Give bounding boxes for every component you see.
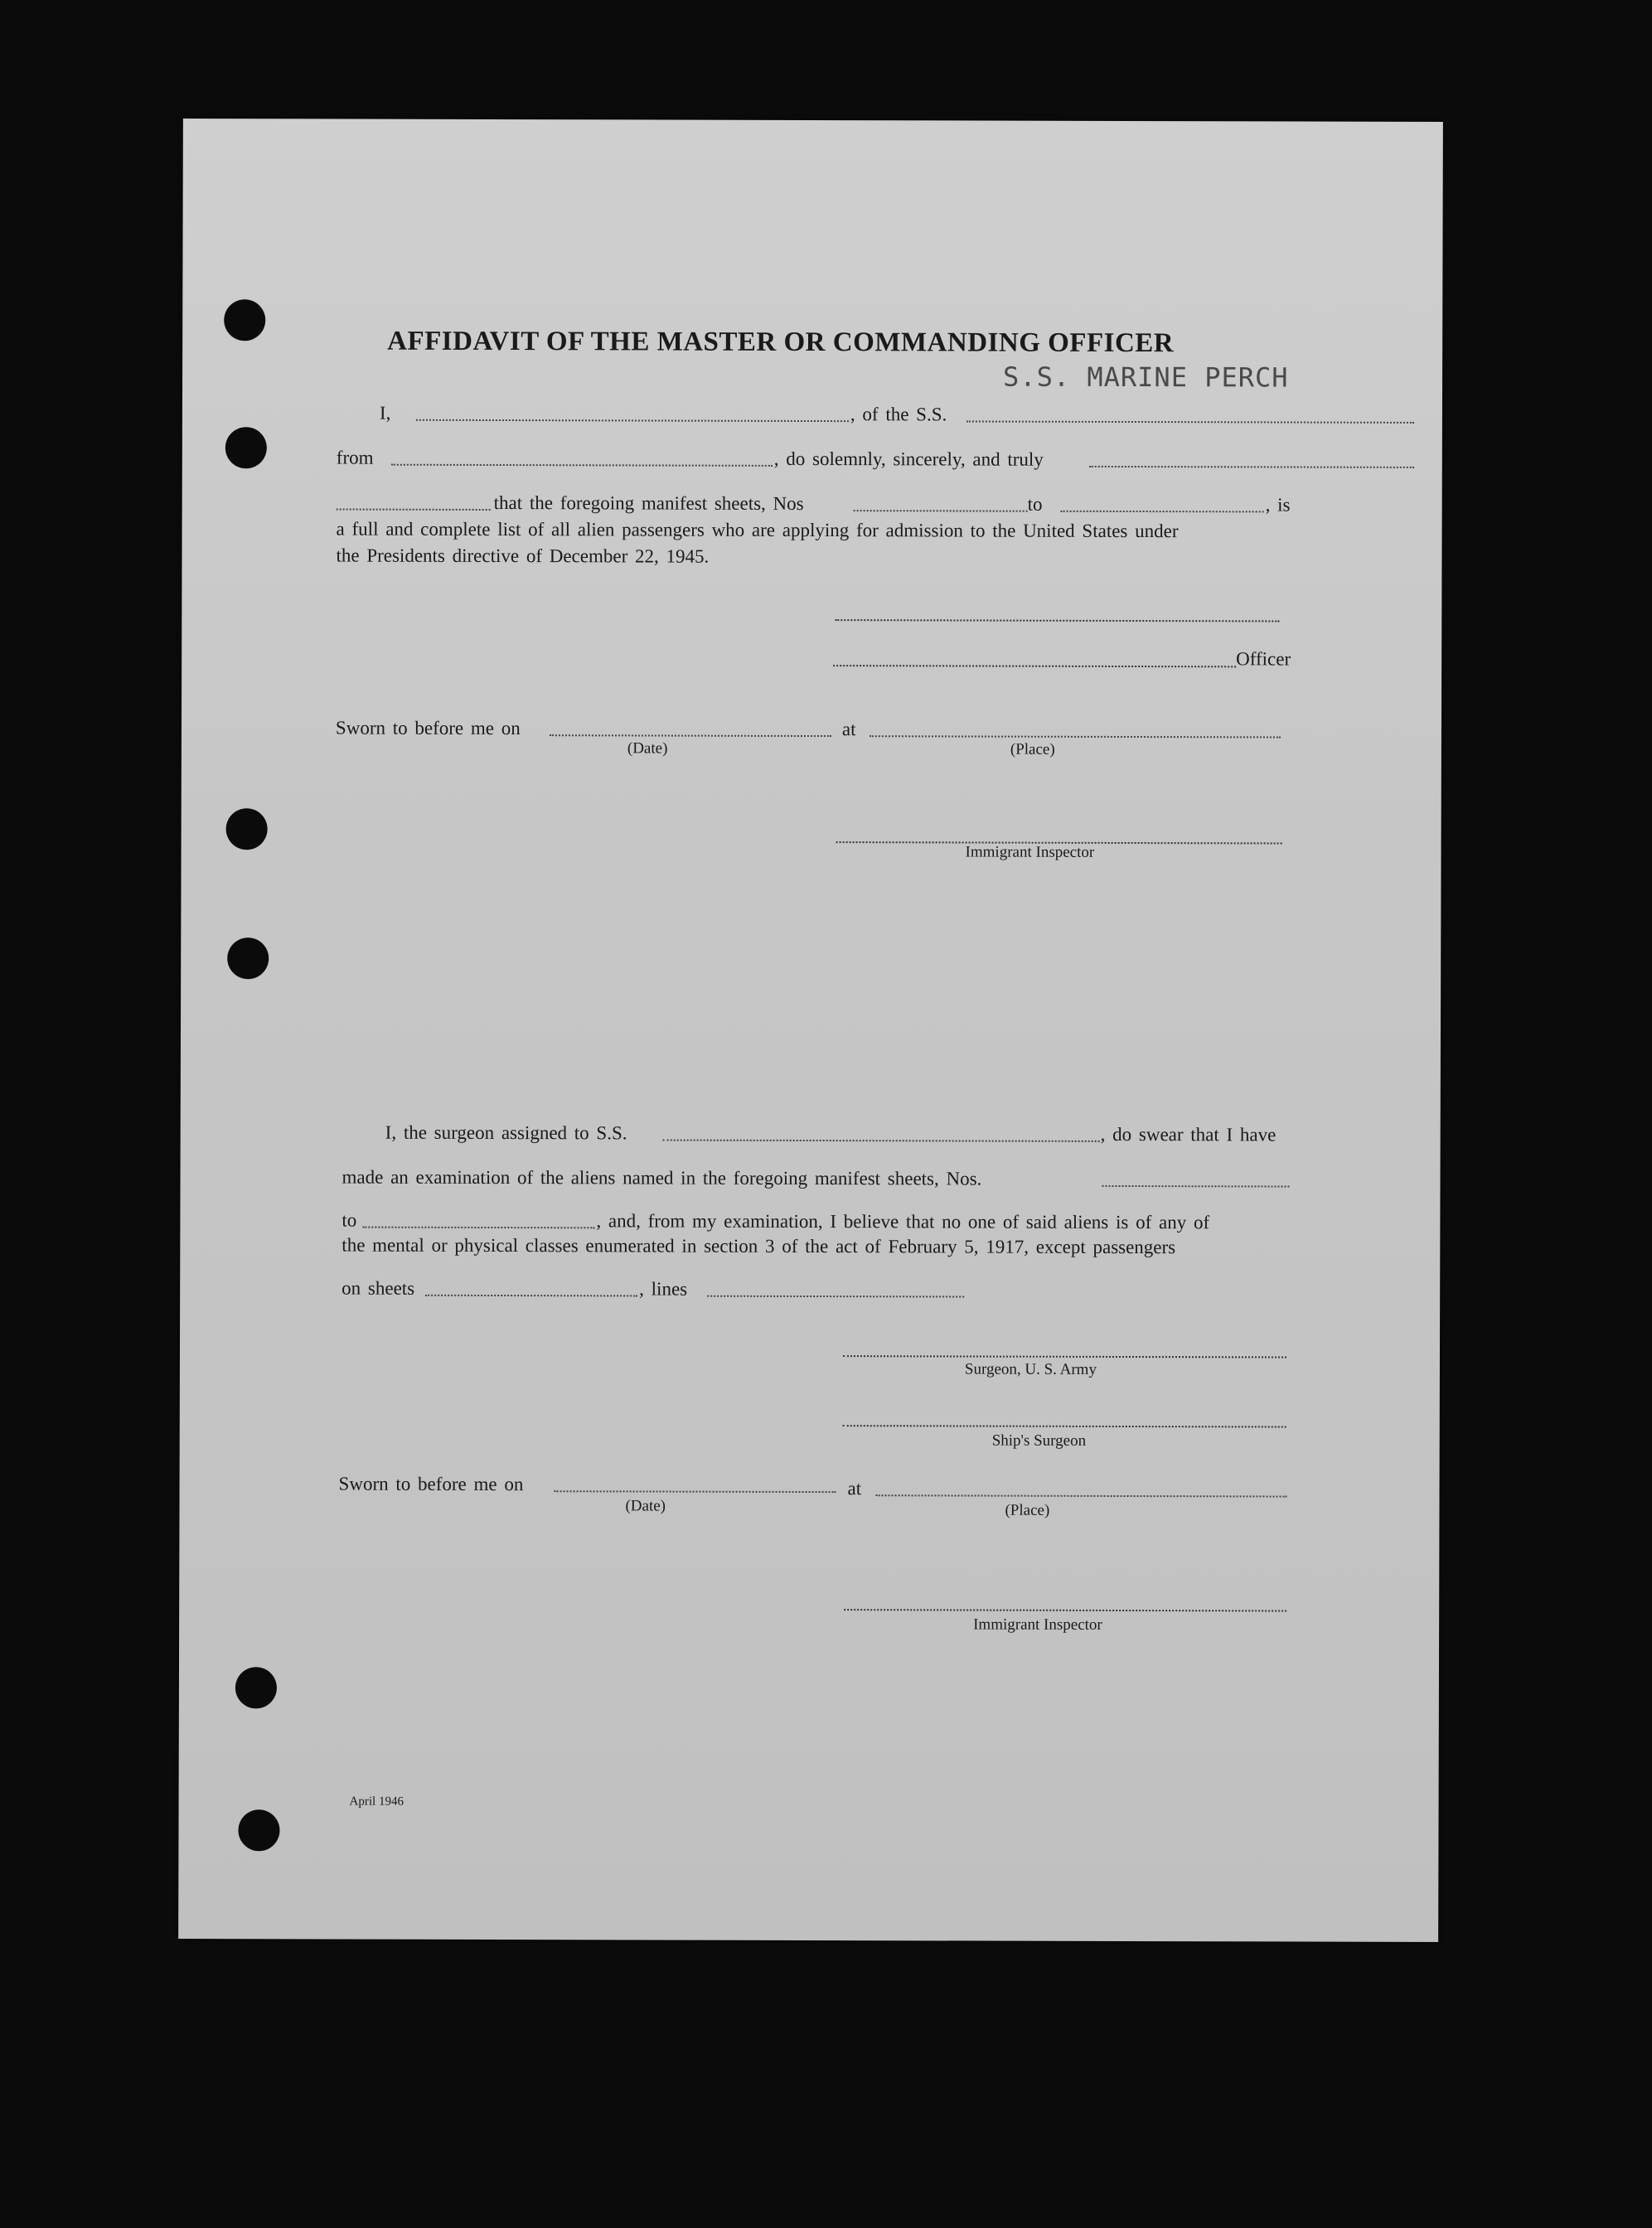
surgeon-place-caption: (Place) [1005, 1501, 1050, 1519]
officer-signature-line[interactable] [833, 665, 1236, 667]
surgeon-lines-field[interactable] [707, 1296, 964, 1298]
page-title: AFFIDAVIT OF THE MASTER OR COMMANDING OFFICER [387, 326, 1175, 359]
punch-hole-1 [224, 299, 265, 341]
surgeon-line2: made an examination of the aliens named in the foregoing manifest sheets, Nos. [342, 1166, 982, 1189]
surgeon-line5-label-b: , lines [639, 1278, 688, 1300]
surgeon-line3-label-b: , and, from my examination, I believe that no one of said aliens is of any of [596, 1210, 1210, 1233]
master-line2-label-b: , do solemnly, sincerely, and truly [773, 448, 1044, 470]
surgeon-sworn-place-field[interactable] [876, 1494, 1287, 1497]
punch-hole-5 [235, 1667, 277, 1708]
master-at-label: at [841, 719, 856, 740]
surgeon-inspector-label: Immigrant Inspector [973, 1615, 1102, 1634]
master-oath-field-2[interactable] [337, 508, 491, 510]
surgeon-date-caption: (Date) [625, 1497, 666, 1515]
master-line2-label-a: from [336, 447, 374, 468]
officer-label: Officer [1236, 648, 1291, 670]
surgeon-line1-label-b: , do swear that I have [1100, 1123, 1277, 1145]
master-line3-label-a: that the foregoing manifest sheets, Nos [493, 492, 804, 514]
punch-hole-4 [227, 937, 269, 979]
ship-surgeon-signature-line[interactable] [843, 1425, 1286, 1427]
master-sworn-date-field[interactable] [550, 734, 831, 737]
surgeon-nos-from-field[interactable] [1102, 1185, 1290, 1188]
ship-surgeon-label: Ship's Surgeon [991, 1431, 1087, 1450]
master-from-field[interactable] [391, 464, 773, 467]
surgeon-at-label: at [847, 1478, 862, 1499]
master-sworn-place-field[interactable] [870, 735, 1281, 738]
army-surgeon-label: Surgeon, U. S. Army [964, 1360, 1097, 1378]
master-line3-label-c: , is [1265, 494, 1291, 516]
footer-date: April 1946 [349, 1795, 405, 1809]
surgeon-inspector-line[interactable] [844, 1609, 1286, 1611]
master-line1-label-b: , of the S.S. [850, 404, 947, 425]
surgeon-line4: the mental or physical classes enumerated in section 3 of the act of February 5, 1917, except passengers [342, 1234, 1176, 1258]
surgeon-line1-label-a: I, the surgeon assigned to S.S. [385, 1121, 627, 1144]
master-place-caption: (Place) [1010, 740, 1055, 758]
surgeon-ship-field[interactable] [663, 1140, 1100, 1142]
surgeon-sworn-label: Sworn to before me on [338, 1473, 524, 1495]
master-date-caption: (Date) [627, 739, 668, 758]
master-line4: a full and complete list of all alien passengers who are applying for admission to the United States under [336, 518, 1179, 542]
surgeon-nos-to-field[interactable] [362, 1227, 594, 1229]
master-nos-to-field[interactable] [1061, 511, 1264, 513]
master-oath-field[interactable] [1089, 466, 1414, 468]
surgeon-sworn-date-field[interactable] [555, 1490, 836, 1493]
surgeon-line3-label-a: to [342, 1209, 357, 1231]
master-inspector-label: Immigrant Inspector [965, 843, 1095, 861]
master-ship-field[interactable] [966, 420, 1414, 423]
document-page [178, 119, 1443, 1942]
master-nos-from-field[interactable] [854, 510, 1028, 512]
surgeon-line5-label-a: on sheets [342, 1277, 415, 1299]
surgeon-sheets-field[interactable] [425, 1295, 637, 1297]
punch-hole-2 [225, 427, 267, 468]
ship-name-stamp: S.S. MARINE PERCH [1003, 361, 1289, 394]
punch-hole-3 [226, 808, 268, 850]
master-line1-label-a: I, [379, 402, 391, 424]
master-signature-line[interactable] [835, 619, 1279, 622]
punch-hole-6 [238, 1809, 279, 1851]
master-line3-label-b: to [1027, 493, 1043, 515]
master-name-field[interactable] [416, 419, 849, 422]
army-surgeon-signature-line[interactable] [843, 1355, 1286, 1358]
master-line5: the Presidents directive of December 22, 1945. [336, 545, 710, 567]
master-sworn-label: Sworn to before me on [335, 717, 521, 739]
